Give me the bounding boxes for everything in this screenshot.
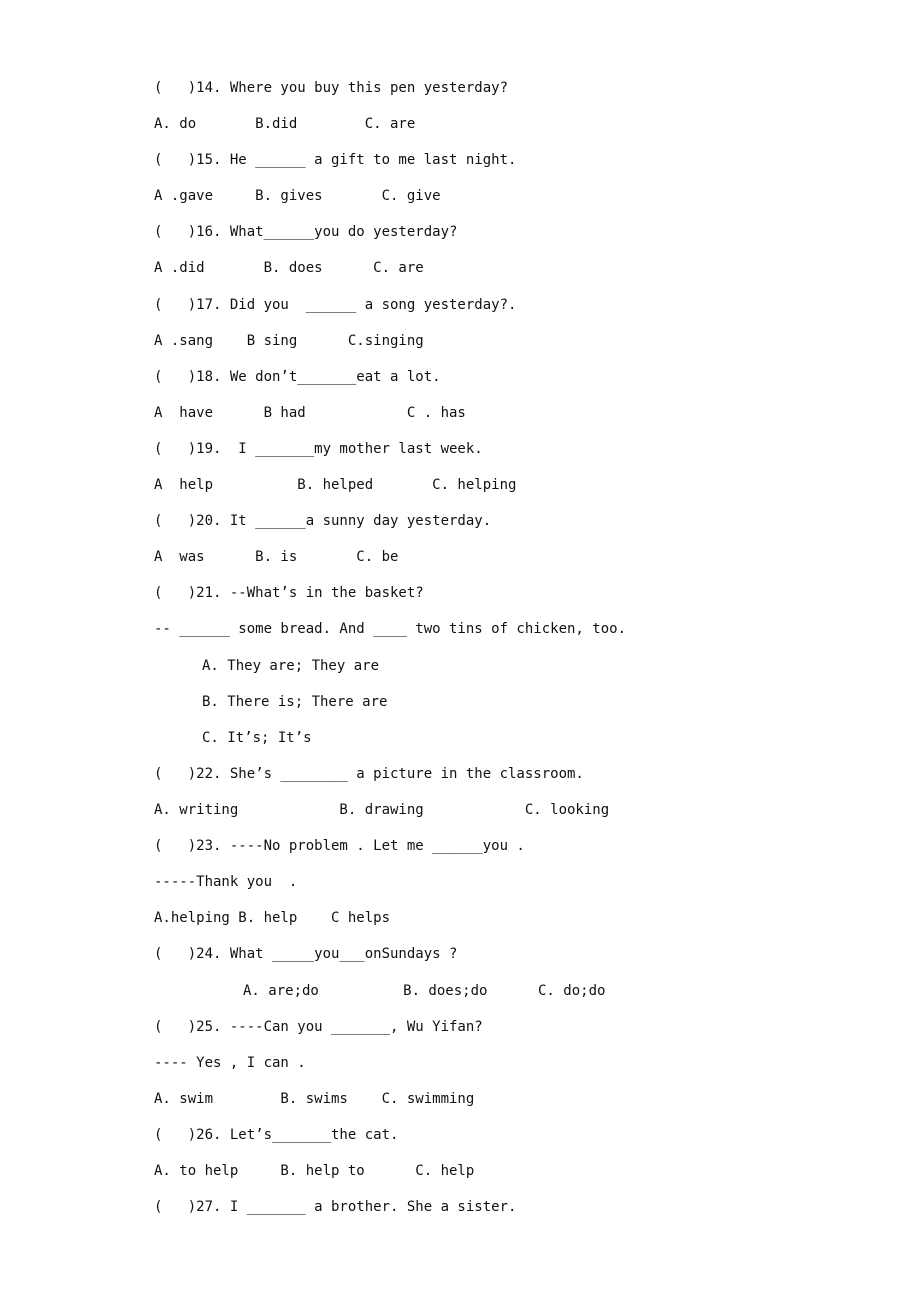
question-14: ( )14. Where you buy this pen yesterday? xyxy=(154,80,509,96)
options-16: A .did B. does C. are xyxy=(154,260,424,276)
option-21-a: A. They are; They are xyxy=(202,658,380,674)
options-24: A. are;do B. does;do C. do;do xyxy=(243,983,606,999)
question-21: ( )21. --What’s in the basket? xyxy=(154,585,424,601)
question-25: ( )25. ----Can you _______, Wu Yifan? xyxy=(154,1019,483,1035)
options-20: A was B. is C. be xyxy=(154,549,399,565)
options-15: A .gave B. gives C. give xyxy=(154,188,441,204)
question-27: ( )27. I _______ a brother. She a sister. xyxy=(154,1199,517,1215)
options-22: A. writing B. drawing C. looking xyxy=(154,802,610,818)
options-17: A .sang B sing C.singing xyxy=(154,333,424,349)
question-26: ( )26. Let’s_______the cat. xyxy=(154,1127,399,1143)
question-23: ( )23. ----No problem . Let me ______you . xyxy=(154,838,525,854)
question-16: ( )16. What______you do yesterday? xyxy=(154,224,458,240)
options-23: A.helping B. help C helps xyxy=(154,910,391,926)
question-23-response: -----Thank you . xyxy=(154,874,298,890)
question-19: ( )19. I _______my mother last week. xyxy=(154,441,483,457)
options-26: A. to help B. help to C. help xyxy=(154,1163,475,1179)
question-18: ( )18. We don’t_______eat a lot. xyxy=(154,369,441,385)
question-24: ( )24. What _____you___onSundays ? xyxy=(154,946,458,962)
options-19: A help B. helped C. helping xyxy=(154,477,517,493)
options-14: A. do B.did C. are xyxy=(154,116,416,132)
question-20: ( )20. It ______a sunny day yesterday. xyxy=(154,513,492,529)
option-21-c: C. It’s; It’s xyxy=(202,730,312,746)
question-17: ( )17. Did you ______ a song yesterday?. xyxy=(154,297,517,313)
question-21-response: -- ______ some bread. And ____ two tins of chicken, too. xyxy=(154,621,627,637)
options-18: A have B had C . has xyxy=(154,405,466,421)
question-22: ( )22. She’s ________ a picture in the classroom. xyxy=(154,766,584,782)
option-21-b: B. There is; There are xyxy=(202,694,388,710)
question-15: ( )15. He ______ a gift to me last night. xyxy=(154,152,517,168)
options-25: A. swim B. swims C. swimming xyxy=(154,1091,475,1107)
question-25-response: ---- Yes , I can . xyxy=(154,1055,306,1071)
